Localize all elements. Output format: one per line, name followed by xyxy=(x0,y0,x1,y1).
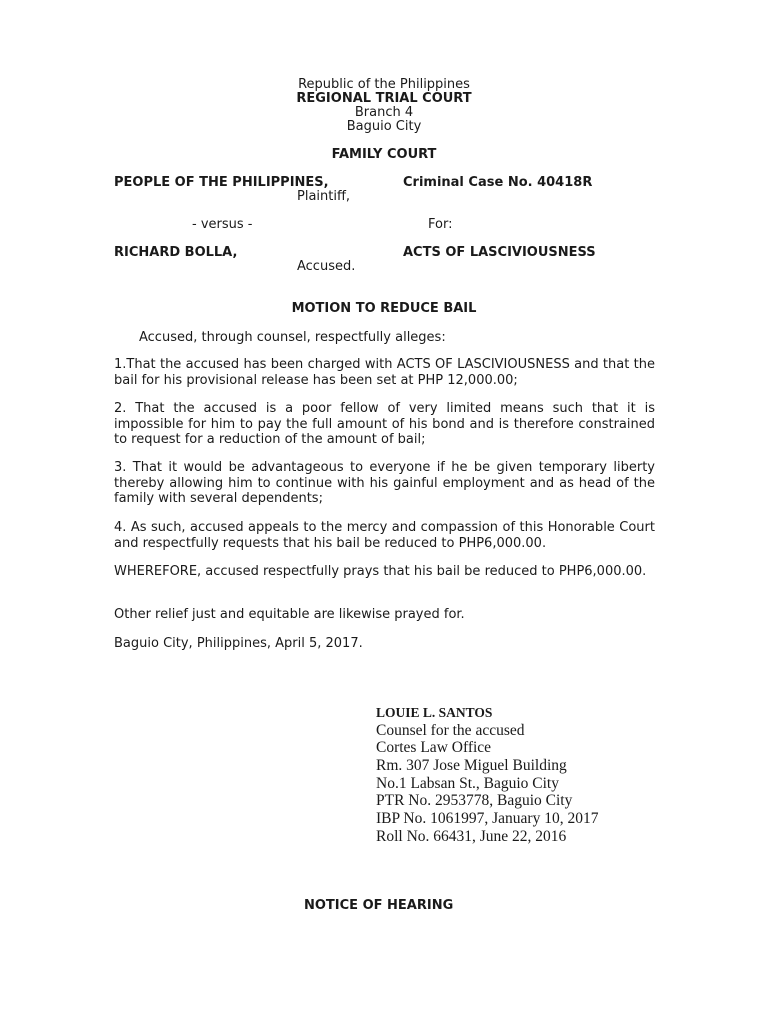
counsel-role: Counsel for the accused xyxy=(376,721,525,739)
offense: ACTS OF LASCIVIOUSNESS xyxy=(403,245,596,260)
law-office: Cortes Law Office xyxy=(376,739,492,757)
case-number: Criminal Case No. 40418R xyxy=(403,175,593,190)
header-court: REGIONAL TRIAL COURT xyxy=(296,91,472,106)
versus-label: - versus - xyxy=(192,217,253,232)
allegation-paragraph-2: 2. That the accused is a poor fellow of very limited means such that it is impossible for him to pay the full amount of his bond and is therefore constrained to request for a reduction of the amount of bail; xyxy=(114,401,655,447)
notice-title: NOTICE OF HEARING xyxy=(304,898,454,913)
place-date: Baguio City, Philippines, April 5, 2017. xyxy=(114,636,363,651)
ibp-number: IBP No. 1061997, January 10, 2017 xyxy=(376,810,599,828)
header-republic: Republic of the Philippines xyxy=(298,77,470,92)
office-street: No.1 Labsan St., Baguio City xyxy=(376,774,559,792)
accused-role: Accused. xyxy=(297,259,356,274)
ptr-number: PTR No. 2953778, Baguio City xyxy=(376,792,573,810)
roll-number: Roll No. 66431, June 22, 2016 xyxy=(376,827,567,845)
allegation-paragraph-4: 4. As such, accused appeals to the mercy and compassion of this Honorable Court and respectfully requests that his bail be reduced to PHP6,000.00. xyxy=(114,520,655,551)
office-room: Rm. 307 Jose Miguel Building xyxy=(376,757,567,775)
accused-name: RICHARD BOLLA, xyxy=(114,245,238,260)
plaintiff-name: PEOPLE OF THE PHILIPPINES, xyxy=(114,175,329,190)
allegation-paragraph-3: 3. That it would be advantageous to everyone if he be given temporary liberty thereby allowing him to continue with his gainful employment and as head of the family with several dependents; xyxy=(114,460,655,506)
header-division: FAMILY COURT xyxy=(331,147,437,162)
signature-block xyxy=(376,704,598,846)
plaintiff-role: Plaintiff, xyxy=(297,189,351,204)
wherefore-paragraph: WHEREFORE, accused respectfully prays that his bail be reduced to PHP6,000.00. xyxy=(114,564,647,579)
header-city: Baguio City xyxy=(346,119,422,134)
header-branch: Branch 4 xyxy=(354,105,414,120)
other-relief: Other relief just and equitable are likewise prayed for. xyxy=(114,607,465,622)
motion-title: MOTION TO REDUCE BAIL xyxy=(291,301,477,316)
counsel-name: LOUIE L. SANTOS xyxy=(376,705,493,720)
motion-intro: Accused, through counsel, respectfully alleges: xyxy=(139,330,446,345)
allegation-paragraph-1: 1.That the accused has been charged with ACTS OF LASCIVIOUSNESS and that the bail for his provisional release has been set at PHP 12,000.00; xyxy=(114,357,655,388)
for-label: For: xyxy=(428,217,453,232)
